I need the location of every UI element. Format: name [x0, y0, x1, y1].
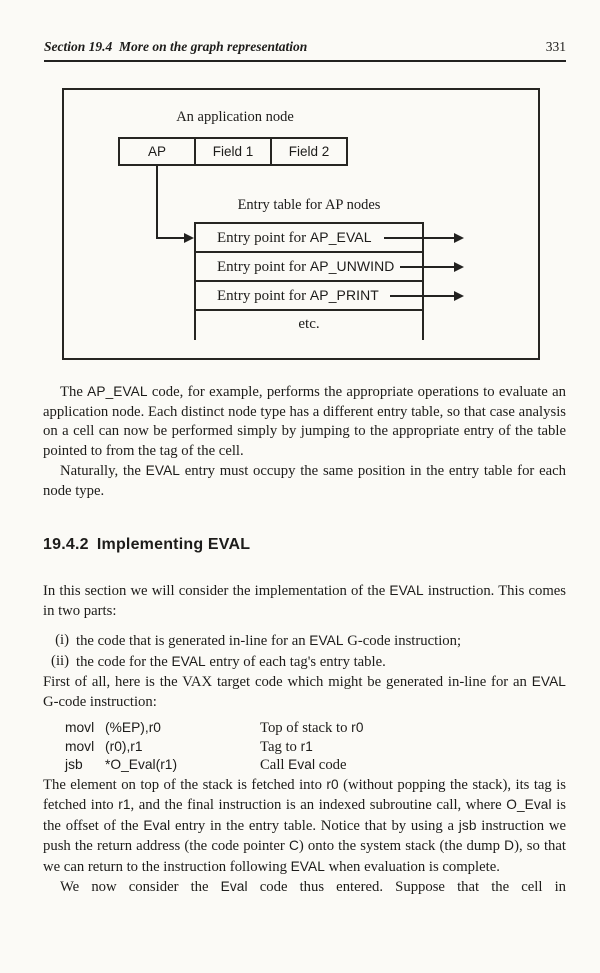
code-instruction — [65, 719, 260, 738]
eval-pointer-line — [384, 237, 454, 239]
vax-code-block — [65, 719, 566, 775]
entry-row-ap-print: Entry point for AP_PRINT — [196, 282, 422, 311]
entry-table-caption: Entry table for AP nodes — [237, 197, 381, 213]
application-node-caption: An application node — [176, 109, 294, 125]
code-comment: Tag to r1 — [260, 738, 313, 755]
code-comment: Top of stack to r0 — [260, 720, 364, 736]
list-item-ii — [43, 652, 566, 673]
code-instruction — [65, 756, 260, 775]
list-marker-i: (i) — [55, 632, 69, 648]
application-node-table — [118, 137, 348, 166]
paragraph-explanation: The element on top of the stack is fetched into r0 (without popping the stack), its tag is fetched into r1, and the final instruction is an indexed subroutine call, where O_Eval is the offset of the Eval entry in the entry table. Notice that by using a jsb instruction we push the return address (the code pointer C) onto the system stack (the dump D), so that we can return to the instruction following EVAL when evaluation is complete. — [43, 776, 566, 875]
code-operands: (r0),r1 — [105, 738, 143, 754]
list-item-ii-text: the code for the EVAL entry of each tag's entry table. — [76, 653, 386, 670]
code-line-1 — [65, 719, 566, 738]
entry-row-etc: etc. — [298, 316, 320, 332]
entry-row-ap-unwind: Entry point for AP_UNWIND — [196, 253, 422, 282]
paragraph-we-now-consider: We now consider the Eval code thus entered. Suppose that the cell in — [60, 879, 566, 895]
page-header — [44, 39, 566, 62]
paragraph-first-of-all: First of all, here is the VAX target code which might be generated in-line for an EVAL G-code instruction: — [43, 674, 566, 710]
running-head-title: Section 19.4 More on the graph representation — [44, 39, 308, 54]
unwind-pointer-line — [400, 266, 454, 268]
entry-table — [194, 222, 424, 340]
eval-pointer-arrowhead-icon — [454, 233, 464, 243]
section-heading: 19.4.2 Implementing EVAL — [43, 536, 251, 553]
print-pointer-arrowhead-icon — [454, 291, 464, 301]
paragraph-intro: In this section we will consider the implementation of the EVAL instruction. This comes in two parts: — [43, 583, 566, 619]
tag-pointer-arrowhead-icon — [184, 233, 194, 243]
tag-pointer-line-horizontal — [156, 237, 186, 239]
node-cell-field2: Field 2 — [270, 139, 346, 164]
paragraph-ap-eval: The AP_EVAL code, for example, performs the appropriate operations to evaluate an application node. Each distinct node type has a different entry table, so that case analysis on a cell can now be performed simply by jumping to the appropriate entry of the table pointed to from the tag of the cell. — [43, 384, 566, 459]
code-opcode: movl — [65, 738, 95, 754]
print-pointer-line — [390, 295, 454, 297]
list-item-i — [43, 631, 566, 652]
two-part-list — [43, 631, 566, 672]
code-line-2 — [65, 738, 566, 757]
code-operands: *O_Eval(r1) — [105, 757, 178, 772]
code-opcode: jsb — [65, 757, 83, 772]
node-cell-field1: Field 1 — [194, 139, 270, 164]
entry-row-ap-eval: Entry point for AP_EVAL — [196, 224, 422, 253]
code-line-3 — [65, 756, 566, 775]
list-marker-ii: (ii) — [51, 652, 69, 669]
code-opcode: movl — [65, 720, 95, 735]
list-item-i-text: the code that is generated in-line for an EVAL G-code instruction; — [76, 633, 462, 649]
tag-pointer-line-vertical — [156, 166, 158, 239]
page-number: 331 — [545, 39, 566, 54]
code-instruction — [65, 738, 260, 757]
code-comment: Call Eval code — [260, 757, 347, 773]
code-operands: (%EP),r0 — [105, 720, 161, 735]
node-cell-tag: AP — [147, 144, 166, 159]
figure-diagram — [62, 88, 540, 360]
paragraph-naturally: Naturally, the EVAL entry must occupy the same position in the entry table for each node type. — [43, 463, 566, 499]
body-text — [43, 382, 566, 898]
unwind-pointer-arrowhead-icon — [454, 262, 464, 272]
